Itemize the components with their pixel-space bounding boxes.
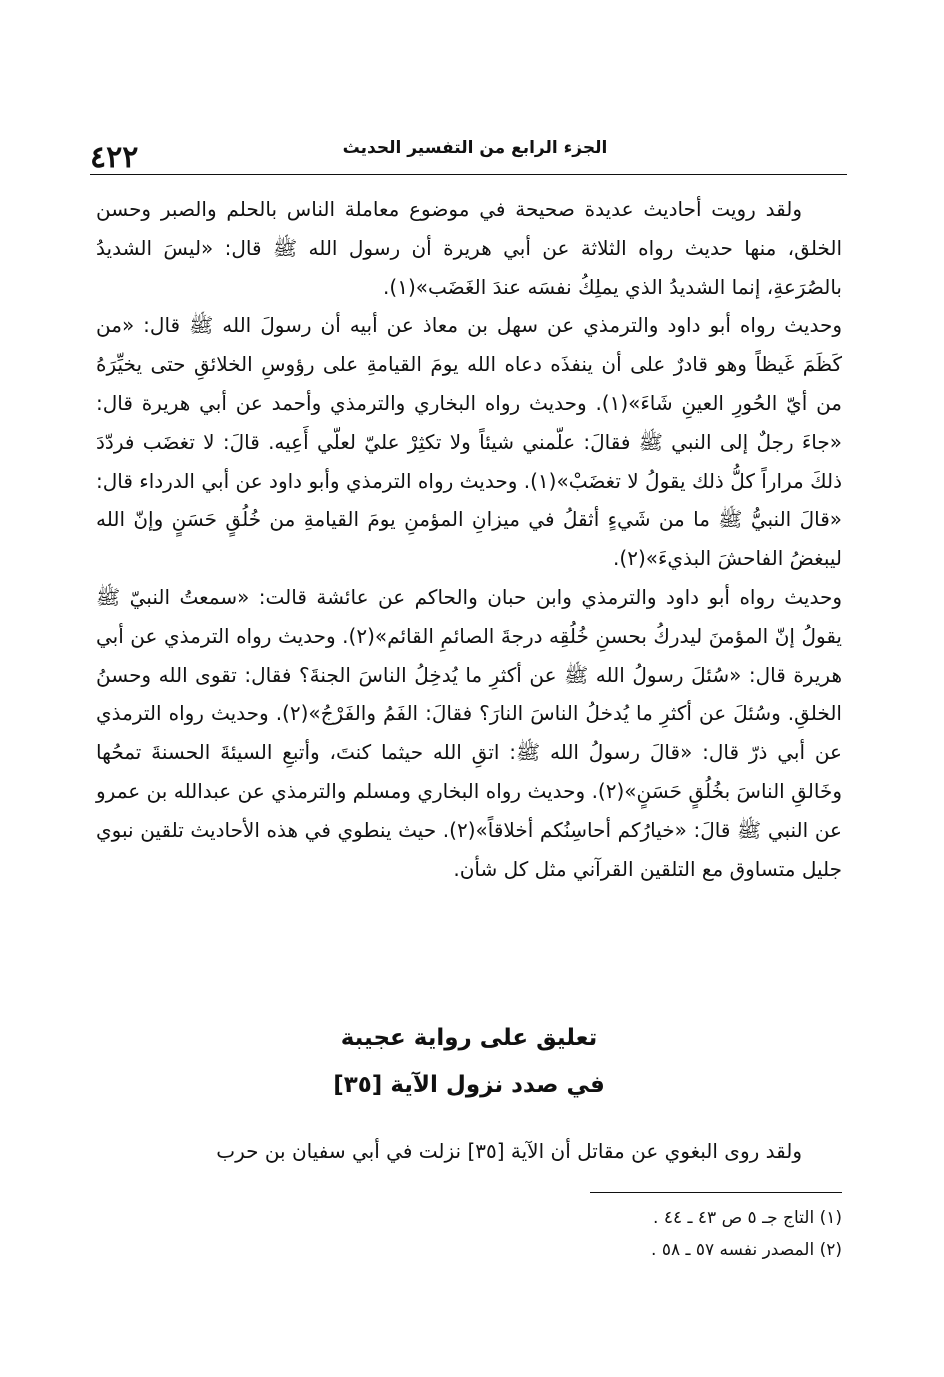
page-number: ٤٢٢ (90, 140, 139, 175)
header-divider (90, 174, 847, 175)
footnote-1: (١) التاج جـ ٥ ص ٤٣ ـ ٤٤ . (653, 1208, 842, 1228)
footnote-2: (٢) المصدر نفسه ٥٧ ـ ٥٨ . (651, 1240, 842, 1260)
main-text (96, 190, 842, 888)
paragraph-1: ولقد رويت أحاديث عديدة صحيحة في موضوع معاملة الناس بالحلم والصبر وحسن الخلق، منها حديث رواه الثلاثة عن أبي هريرة أن رسول الله ﷺ قال: «ليسَ الشديدُ بالصُرَعةِ، إنما الشديدُ الذي يملِكُ نفسَه عندَ الغَضَب»(١). (96, 197, 842, 299)
section-paragraph: ولقد روى البغوي عن مقاتل أن الآية [٣٥] نزلت في أبي سفيان بن حرب (216, 1139, 802, 1163)
section-title-line-2: في صدد نزول الآية [٣٥] (333, 1072, 605, 1098)
footnote-divider (590, 1192, 842, 1193)
footnotes (400, 1202, 842, 1266)
running-title: الجزء الرابع من التفسير الحديث (342, 138, 608, 158)
section-title-line-1: تعليق على رواية عجيبة (340, 1025, 598, 1051)
paragraph-2: وحديث رواه أبو داود والترمذي عن سهل بن معاذ عن أبيه أن رسولَ الله ﷺ قال: «من كَظَمَ غَيظاً وهو قادرٌ على أن ينفذَه دعاه الله يومَ القيامةِ على رؤوسِ الخلائقِ حتى يخيِّرَهُ من أيّ الحُورِ العينِ شَاءَ»(١). وحديث رواه البخاري والترمذي وأحمد عن أبي هريرة قال: «جاءَ رجلٌ إلى النبي ﷺ فقالَ: علّمني شيئاً ولا تكثِرْ عليّ لعلّي أَعِيه. قالَ: لا تغضَب فردّدَ ذلكَ مراراً كلُّ ذلك يقولُ لا تغضَبْ»(١). وحديث رواه الترمذي وأبو داود عن أبي الدرداء قال: «قالَ النبيُّ ﷺ ما من شَيءٍ أثقلُ في ميزانِ المؤمنِ يومَ القيامةِ من خُلُقٍ حَسَنٍ وإنّ الله ليبغضُ الفاحشَ البذيءَ»(٢). (96, 313, 843, 571)
paragraph-3: وحديث رواه أبو داود والترمذي وابن حبان والحاكم عن عائشة قالت: «سمعتُ النبيّ ﷺ يقولُ إنّ المؤمنَ ليدركُ بحسنِ خُلُقِه درجةَ الصائمِ القائم»(٢). وحديث رواه الترمذي عن أبي هريرة قال: «سُئلَ رسولُ الله ﷺ عن أكثرِ ما يُدخِلُ الناسَ الجنةَ؟ فقال: تقوى الله وحسنُ الخلقِ. وسُئلَ عن أكثرِ ما يُدخلُ الناسَ النارَ؟ فقالَ: الفَمُ والفَرْجُ»(٢). وحديث رواه الترمذي عن أبي ذرّ قال: «قالَ رسولُ الله ﷺ: اتقِ الله حيثما كنتَ، وأتبعِ السيئةَ الحسنةَ تمحُها وخَالقِ الناسَ بخُلُقٍ حَسَنٍ»(٢). وحديث رواه البخاري ومسلم والترمذي عن عبدالله بن عمرو عن النبي ﷺ قالَ: «خيارُكم أحاسِنُكم أخلاقاً»(٢). حيث ينطوي في هذه الأحاديث تلقين نبوي جليل متساوق مع التلقين القرآني مثل كل شأن. (96, 584, 842, 881)
